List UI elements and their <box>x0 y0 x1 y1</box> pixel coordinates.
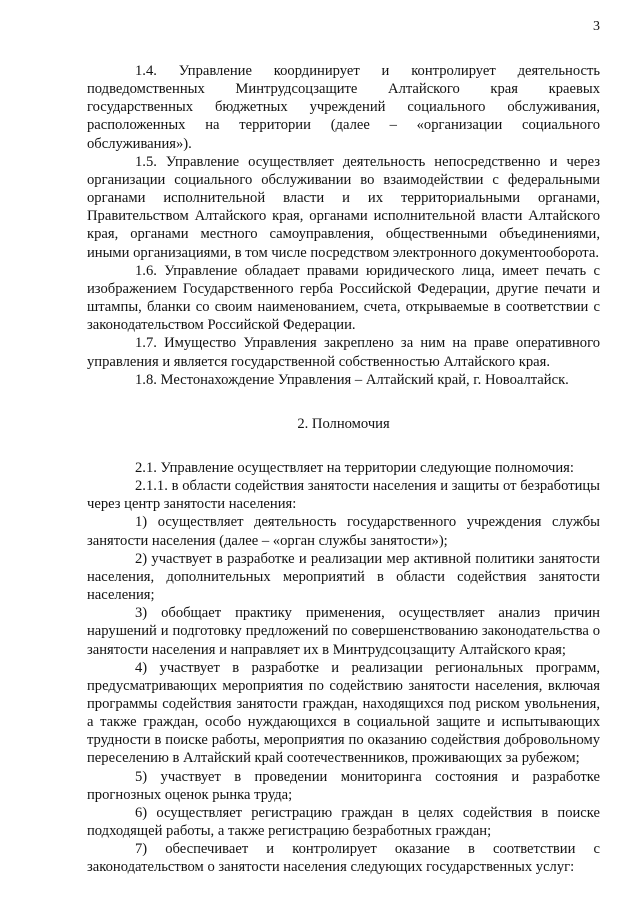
page-number: 3 <box>593 19 600 34</box>
list-item-5: 5) участвует в проведении мониторинга состояния и разработке прогнозных оценок рынка труда; <box>87 768 600 803</box>
document-body <box>87 62 600 877</box>
paragraph-1-4: 1.4. Управление координирует и контролирует деятельность подведомственных Минтрудсоцзащите Алтайского края краевых государственных бюджетных учреждений социального обслуживания, расположенных на территории (далее – «организации социального обслуживания»). <box>87 63 600 152</box>
paragraph-2-1-1: 2.1.1. в области содействия занятости населения и защиты от безработицы через центр занятости населения: <box>87 478 600 513</box>
list-item-4: 4) участвует в разработке и реализации региональных программ, предусматривающих мероприятия по содействию занятости населения, включая программы содействия занятости граждан, находящихся под риском увольнения, а также граждан, особо нуждающихся в социальной защите и испытывающих трудности в поиске работы, мероприятия по оказанию содействия добровольному переселению в Алтайский край соотечественников, проживающих за рубежом; <box>87 659 600 767</box>
paragraph-1-8: 1.8. Местонахождение Управления – Алтайский край, г. Новоалтайск. <box>135 371 569 388</box>
list-item-7: 7) обеспечивает и контролирует оказание в соответствии с законодательством о занятости населения следующих государственных услуг: <box>87 841 600 876</box>
section-heading: 2. Полномочия <box>297 415 390 432</box>
list-item-6: 6) осуществляет регистрацию граждан в целях содействия в поиске подходящей работы, а также регистрацию безработных граждан; <box>87 804 600 840</box>
paragraph-1-7: 1.7. Имущество Управления закреплено за ним на праве оперативного управления и является государственной собственностью Алтайского края. <box>87 335 600 370</box>
paragraph-1-6: 1.6. Управление обладает правами юридического лица, имеет печать с изображением Государственного герба Российской Федерации, другие печати и штампы, бланки со своим наименованием, счета, открываемые в соответствии с законодательством Российской Федерации. <box>87 262 600 334</box>
list-item-3: 3) обобщает практику применения, осуществляет анализ причин нарушений и подготовку предложений по совершенствованию законодательства о занятости населения и направляет их в Минтрудсоцзащиту Алтайского края; <box>87 605 600 658</box>
paragraph-1-5: 1.5. Управление осуществляет деятельность непосредственно и через организации социального обслуживании во взаимодействии с федеральными органами исполнительной власти и их территориальными органами, Правительством Алтайского края, органами исполнительной власти Алтайского края, органами местного самоуправления, общественными объединениями, иными организациями, в том числе посредством электронного документооборота. <box>87 153 600 261</box>
list-item-2: 2) участвует в разработке и реализации мер активной политики занятости населения, дополнительных мероприятий в области содействия занятости населения; <box>87 550 600 604</box>
paragraph-2-1: 2.1. Управление осуществляет на территории следующие полномочия: <box>135 459 574 476</box>
list-item-1: 1) осуществляет деятельность государственного учреждения службы занятости населения (далее – «орган службы занятости»); <box>87 514 600 549</box>
